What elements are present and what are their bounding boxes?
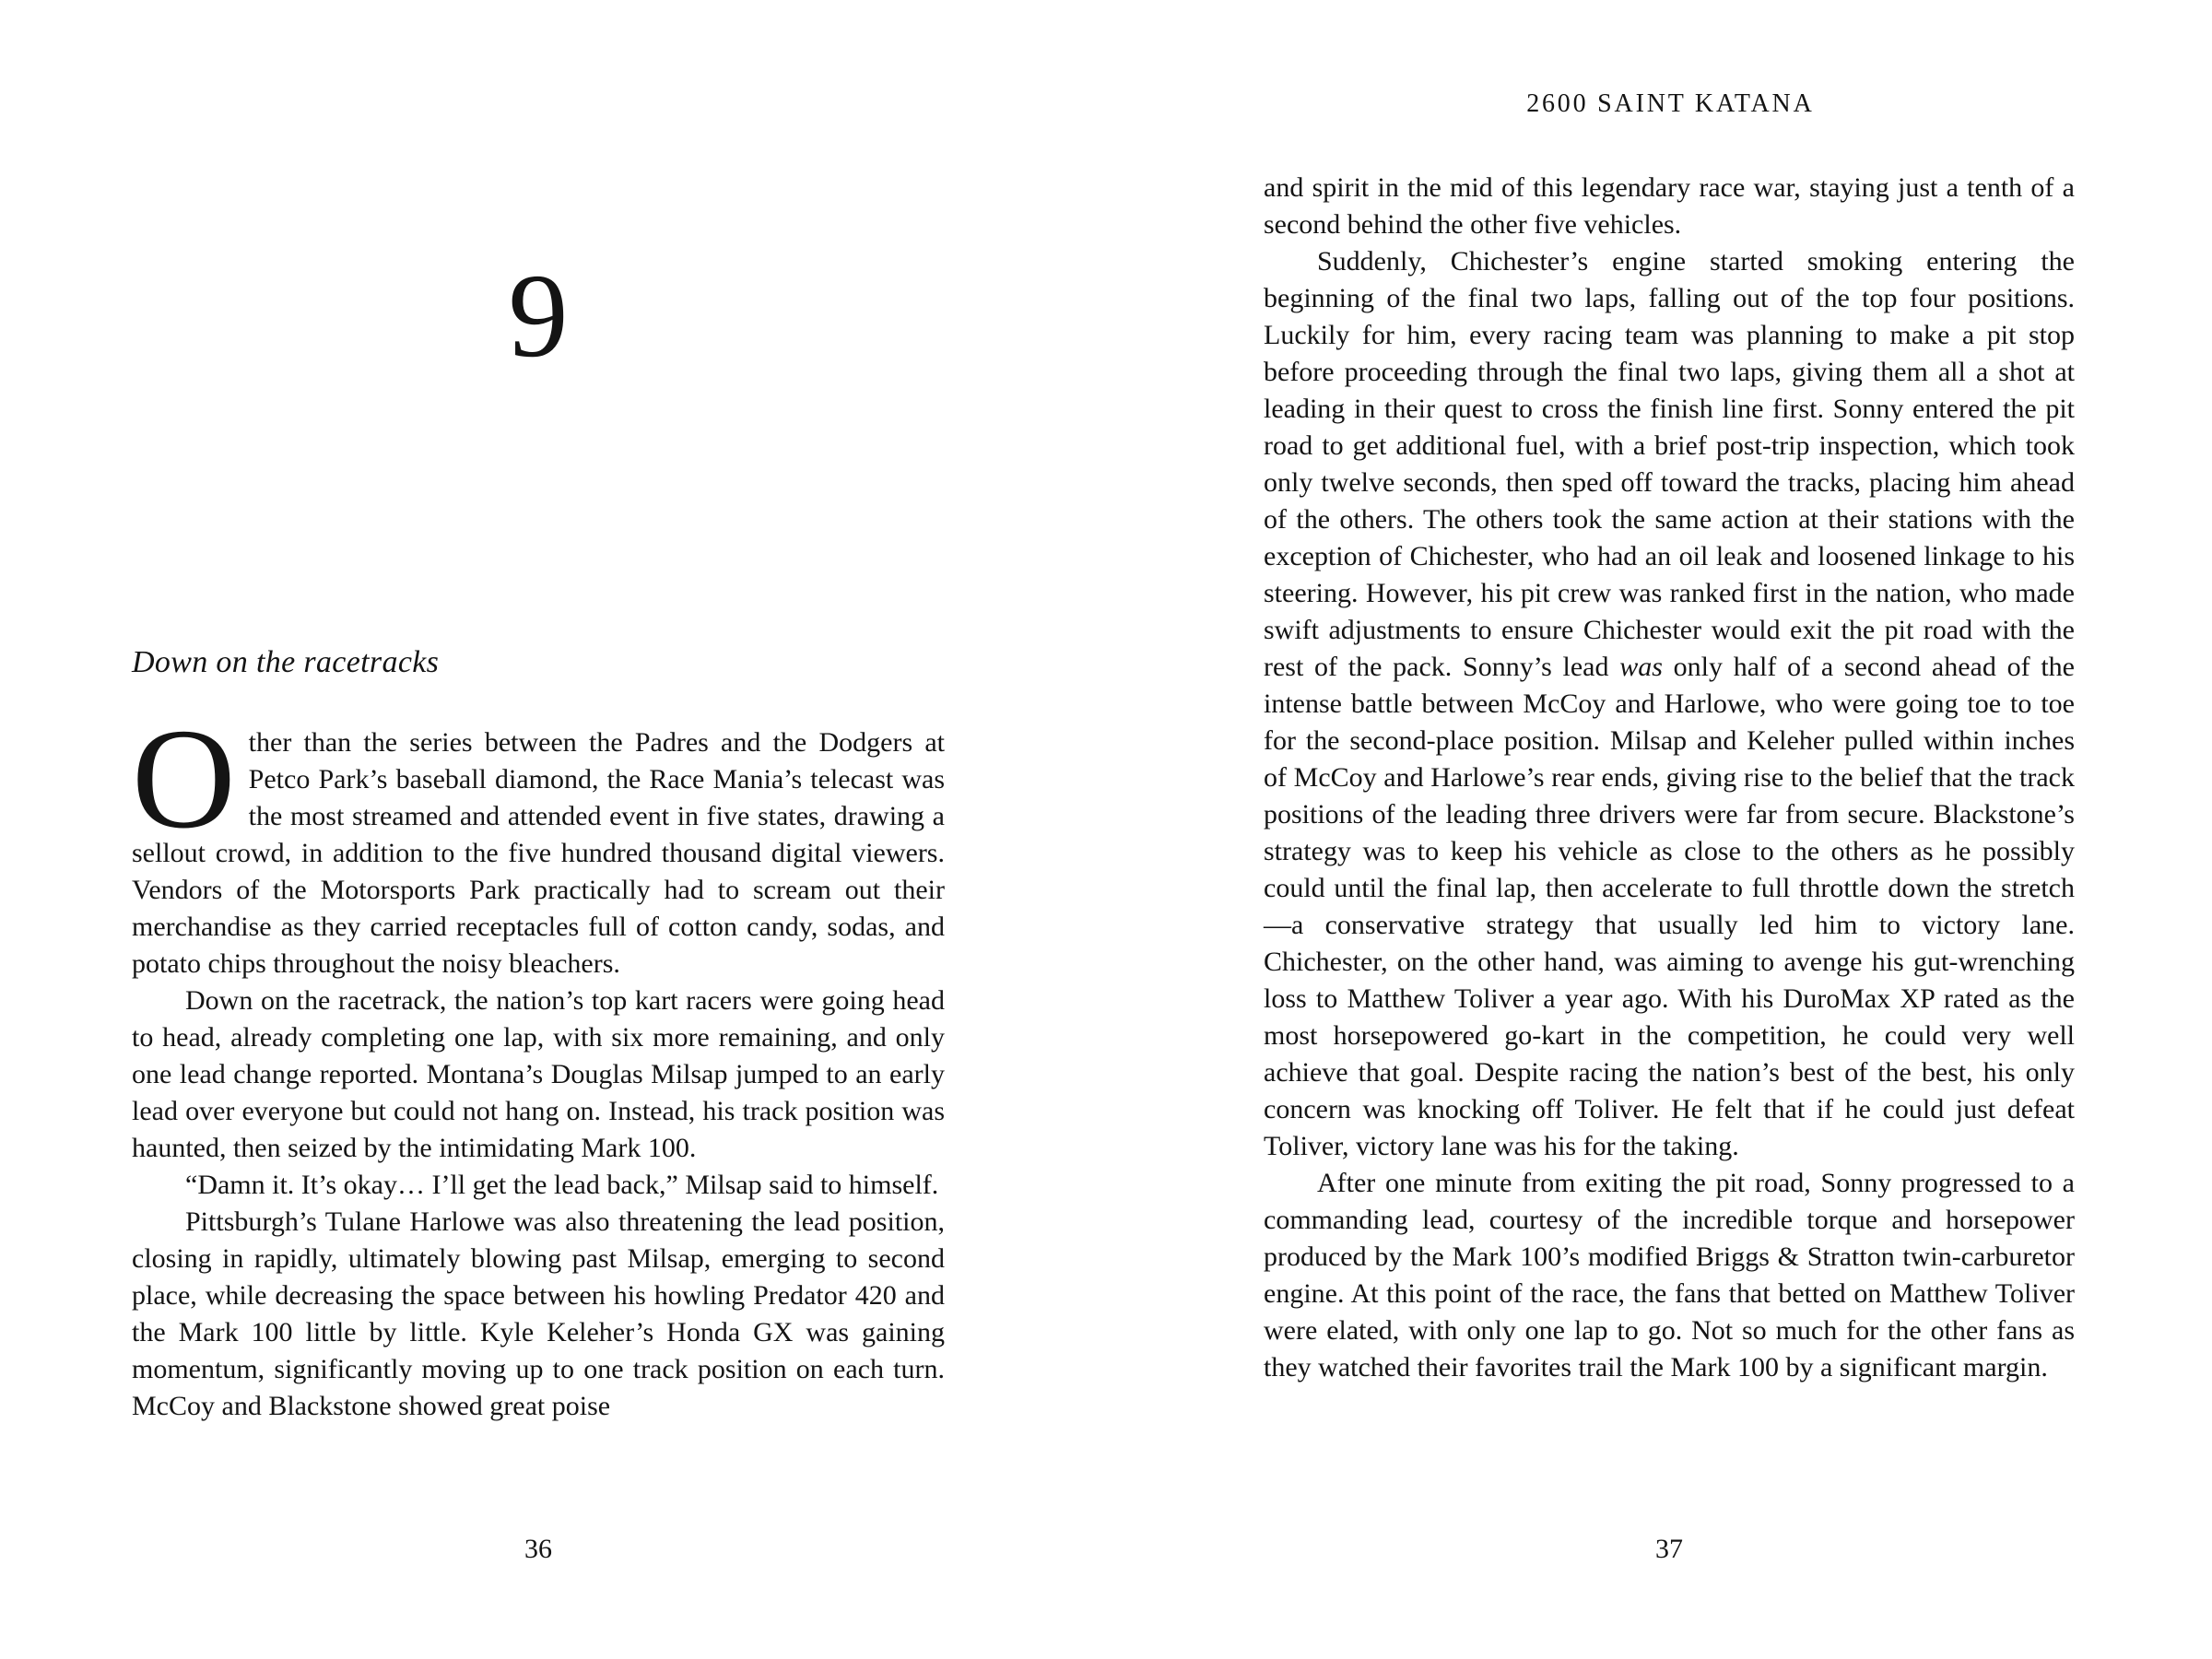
page-right	[1264, 0, 2075, 1659]
right-page-body	[1264, 170, 2075, 1386]
drop-cap: O	[132, 699, 236, 858]
paragraph: “Damn it. It’s okay… I’ll get the lead back,” Milsap said to himself.	[185, 1170, 939, 1200]
section-title: Down on the racetracks	[132, 645, 440, 679]
paragraph-text: only half of a second ahead of the intense battle between McCoy and Harlowe, who were going toe to toe for the second-place position. Milsap and Keleher pulled within inches of McCoy and Harlowe’s rear ends, giving rise to the belief that the track positions of the leading three drivers were far from secure. Blackstone’s strategy was to keep his vehicle as close to the others as he possibly could until the final lap, then accelerate to full throttle down the stretch—a conservative strategy that usually led him to victory lane. Chichester, on the other hand, was aiming to avenge his gut-wrenching loss to Matthew Toliver a year ago. With his DuroMax XP rated as the most horsepowered go-kart in the competition, he could very well achieve that goal. Despite racing the nation’s best of the best, his only concern was knocking off Toliver. He felt that if he could just defeat Toliver, victory lane was his for the taking.	[1264, 652, 2075, 1161]
paragraph: After one minute from exiting the pit road, Sonny progressed to a commanding lead, courtesy of the incredible torque and horsepower produced by the Mark 100’s modified Briggs & Stratton twin-carburetor engine. At this point of the race, the fans that betted on Matthew Toliver were elated, with only one lap to go. Not so much for the other fans as they watched their favorites trail the Mark 100 by a significant margin.	[1264, 1168, 2075, 1382]
left-page-body	[132, 699, 945, 1425]
paragraph: Pittsburgh’s Tulane Harlowe was also threatening the lead position, closing in rapidly, ultimately blowing past Milsap, emerging to second place, while decreasing the space between his howling Predator 420 and the Mark 100 little by little. Kyle Keleher’s Honda GX was gaining momentum, significantly moving up to one track position on each turn. McCoy and Blackstone showed great poise	[132, 1206, 945, 1421]
page-number-right: 37	[1655, 1534, 1683, 1564]
paragraph: Down on the racetrack, the nation’s top kart racers were going head to head, already completing one lap, with six more remaining, and only one lead change reported. Montana’s Douglas Milsap jumped to an early lead over everyone but could not hang on. Instead, his track position was haunted, then seized by the intimidating Mark 100.	[132, 985, 945, 1163]
emphasized-word: was	[1619, 652, 1663, 682]
paragraph	[1264, 243, 2075, 1165]
page-left	[132, 0, 945, 1659]
paragraph-text: ther than the series between the Padres and the Dodgers at Petco Park’s baseball diamond, the Race Mania’s telecast was the most streamed and attended event in five states, drawing a sellout crowd, in addition to the five hundred thousand digital viewers. Vendors of the Motorsports Park practically had to scream out their merchandise as they carried receptacles full of cotton candy, sodas, and potato chips throughout the noisy bleachers.	[132, 727, 945, 979]
chapter-number: 9	[508, 250, 569, 382]
paragraph-opening	[132, 699, 945, 982]
page-number-left: 36	[524, 1534, 552, 1564]
paragraph-continuation: and spirit in the mid of this legendary race war, staying just a tenth of a second behind the other five vehicles.	[1264, 172, 2075, 240]
running-header: 2600 SAINT KATANA	[1526, 89, 1815, 118]
paragraph-text: Suddenly, Chichester’s engine started smoking entering the beginning of the final two laps, falling out of the top four positions. Luckily for him, every racing team was planning to make a pit stop before proceeding through the final two laps, giving them all a shot at leading in their quest to cross the finish line first. Sonny entered the pit road to get additional fuel, with a brief post-trip inspection, which took only twelve seconds, then sped off toward the tracks, placing him ahead of the others. The others took the same action at their stations with the exception of Chichester, who had an oil leak and loosened linkage to his steering. However, his pit crew was ranked first in the nation, who made swift adjustments to ensure Chichester would exit the pit road with the rest of the pack. Sonny’s lead	[1264, 246, 2075, 682]
